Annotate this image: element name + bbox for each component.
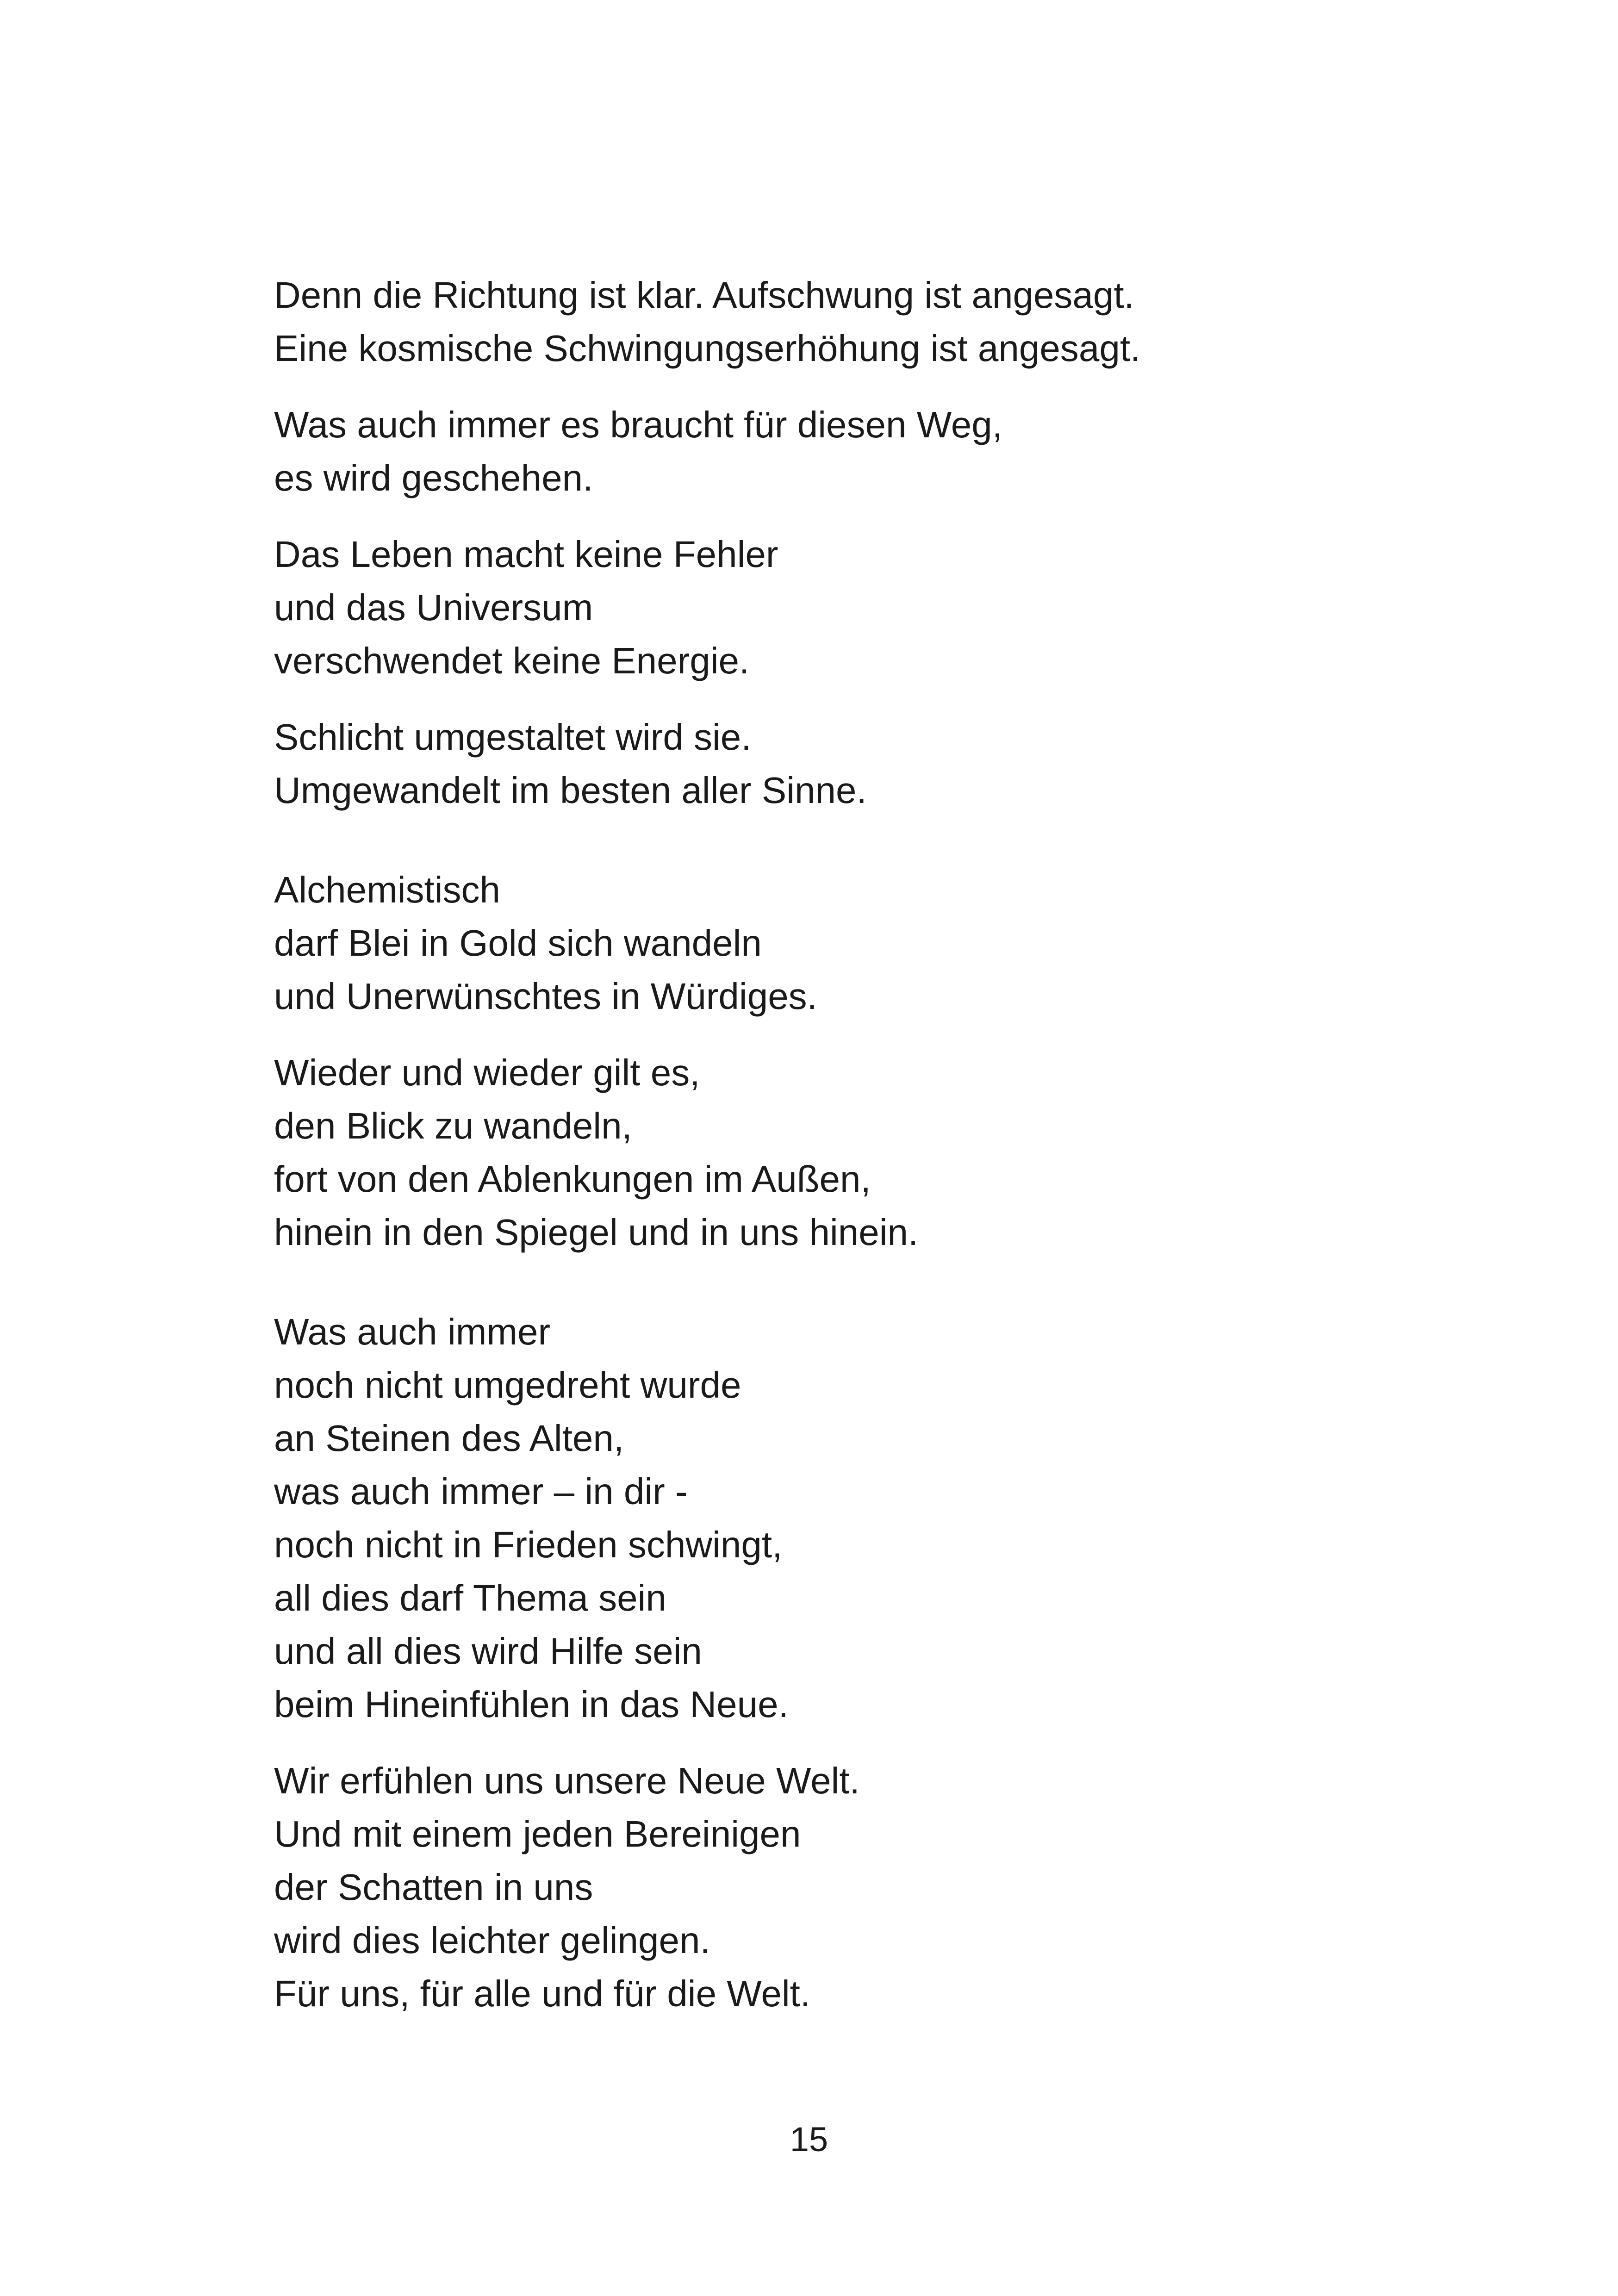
poem-line: an Steinen des Alten, xyxy=(274,1418,624,1459)
stanza xyxy=(274,1046,1385,1259)
poem-line: Denn die Richtung ist klar. Aufschwung ist angesagt. xyxy=(274,274,1134,316)
stanza-gap xyxy=(274,375,1385,398)
stanza-gap xyxy=(274,687,1385,710)
poem-line: noch nicht in Frieden schwingt, xyxy=(274,1524,783,1565)
stanza-gap xyxy=(274,1731,1385,1754)
poem-line: Und mit einem jeden Bereinigen xyxy=(274,1813,801,1854)
poem-line: Was auch immer es braucht für diesen Weg, xyxy=(274,404,1002,445)
stanza xyxy=(274,863,1385,1023)
poem-line: Alchemistisch xyxy=(274,869,501,910)
stanza-gap xyxy=(274,504,1385,528)
page-number: 15 xyxy=(790,2120,828,2159)
stanza-gap xyxy=(274,1023,1385,1046)
poem-line: und Unerwünschtes in Würdiges. xyxy=(274,976,817,1017)
stanza xyxy=(274,268,1385,375)
poem-line: Das Leben macht keine Fehler xyxy=(274,534,778,575)
poem-line: was auch immer – in dir - xyxy=(274,1471,688,1512)
poem-line: Wieder und wieder gilt es, xyxy=(274,1052,700,1093)
poem-line: darf Blei in Gold sich wandeln xyxy=(274,922,762,964)
poem-line: fort von den Ablenkungen im Außen, xyxy=(274,1158,871,1200)
poem-line: Schlicht umgestaltet wird sie. xyxy=(274,716,752,758)
poem-line: Umgewandelt im besten aller Sinne. xyxy=(274,770,867,811)
stanza-gap xyxy=(274,1259,1385,1305)
stanza-gap xyxy=(274,817,1385,863)
poem-line: und das Universum xyxy=(274,587,593,628)
poem-line: wird dies leichter gelingen. xyxy=(274,1920,710,1961)
poem-body xyxy=(274,268,1385,2020)
poem-line: beim Hineinfühlen in das Neue. xyxy=(274,1684,789,1725)
poem-line: all dies darf Thema sein xyxy=(274,1577,666,1618)
poem-line: es wird geschehen. xyxy=(274,457,593,498)
poem-line: Für uns, für alle und für die Welt. xyxy=(274,1973,811,2014)
poem-line: Wir erfühlen uns unsere Neue Welt. xyxy=(274,1760,860,1801)
poem-line: verschwendet keine Energie. xyxy=(274,640,750,681)
stanza xyxy=(274,528,1385,687)
poem-line: noch nicht umgedreht wurde xyxy=(274,1364,741,1406)
poem-line: Was auch immer xyxy=(274,1311,551,1352)
stanza xyxy=(274,1754,1385,2020)
stanza xyxy=(274,1305,1385,1731)
poem-line: hinein in den Spiegel und in uns hinein. xyxy=(274,1212,919,1253)
poem-line: und all dies wird Hilfe sein xyxy=(274,1630,702,1672)
poem-line: Eine kosmische Schwingungserhöhung ist angesagt. xyxy=(274,328,1141,369)
poem-line: den Blick zu wandeln, xyxy=(274,1105,632,1146)
poem-line: der Schatten in uns xyxy=(274,1867,593,1908)
stanza xyxy=(274,710,1385,817)
stanza xyxy=(274,398,1385,504)
